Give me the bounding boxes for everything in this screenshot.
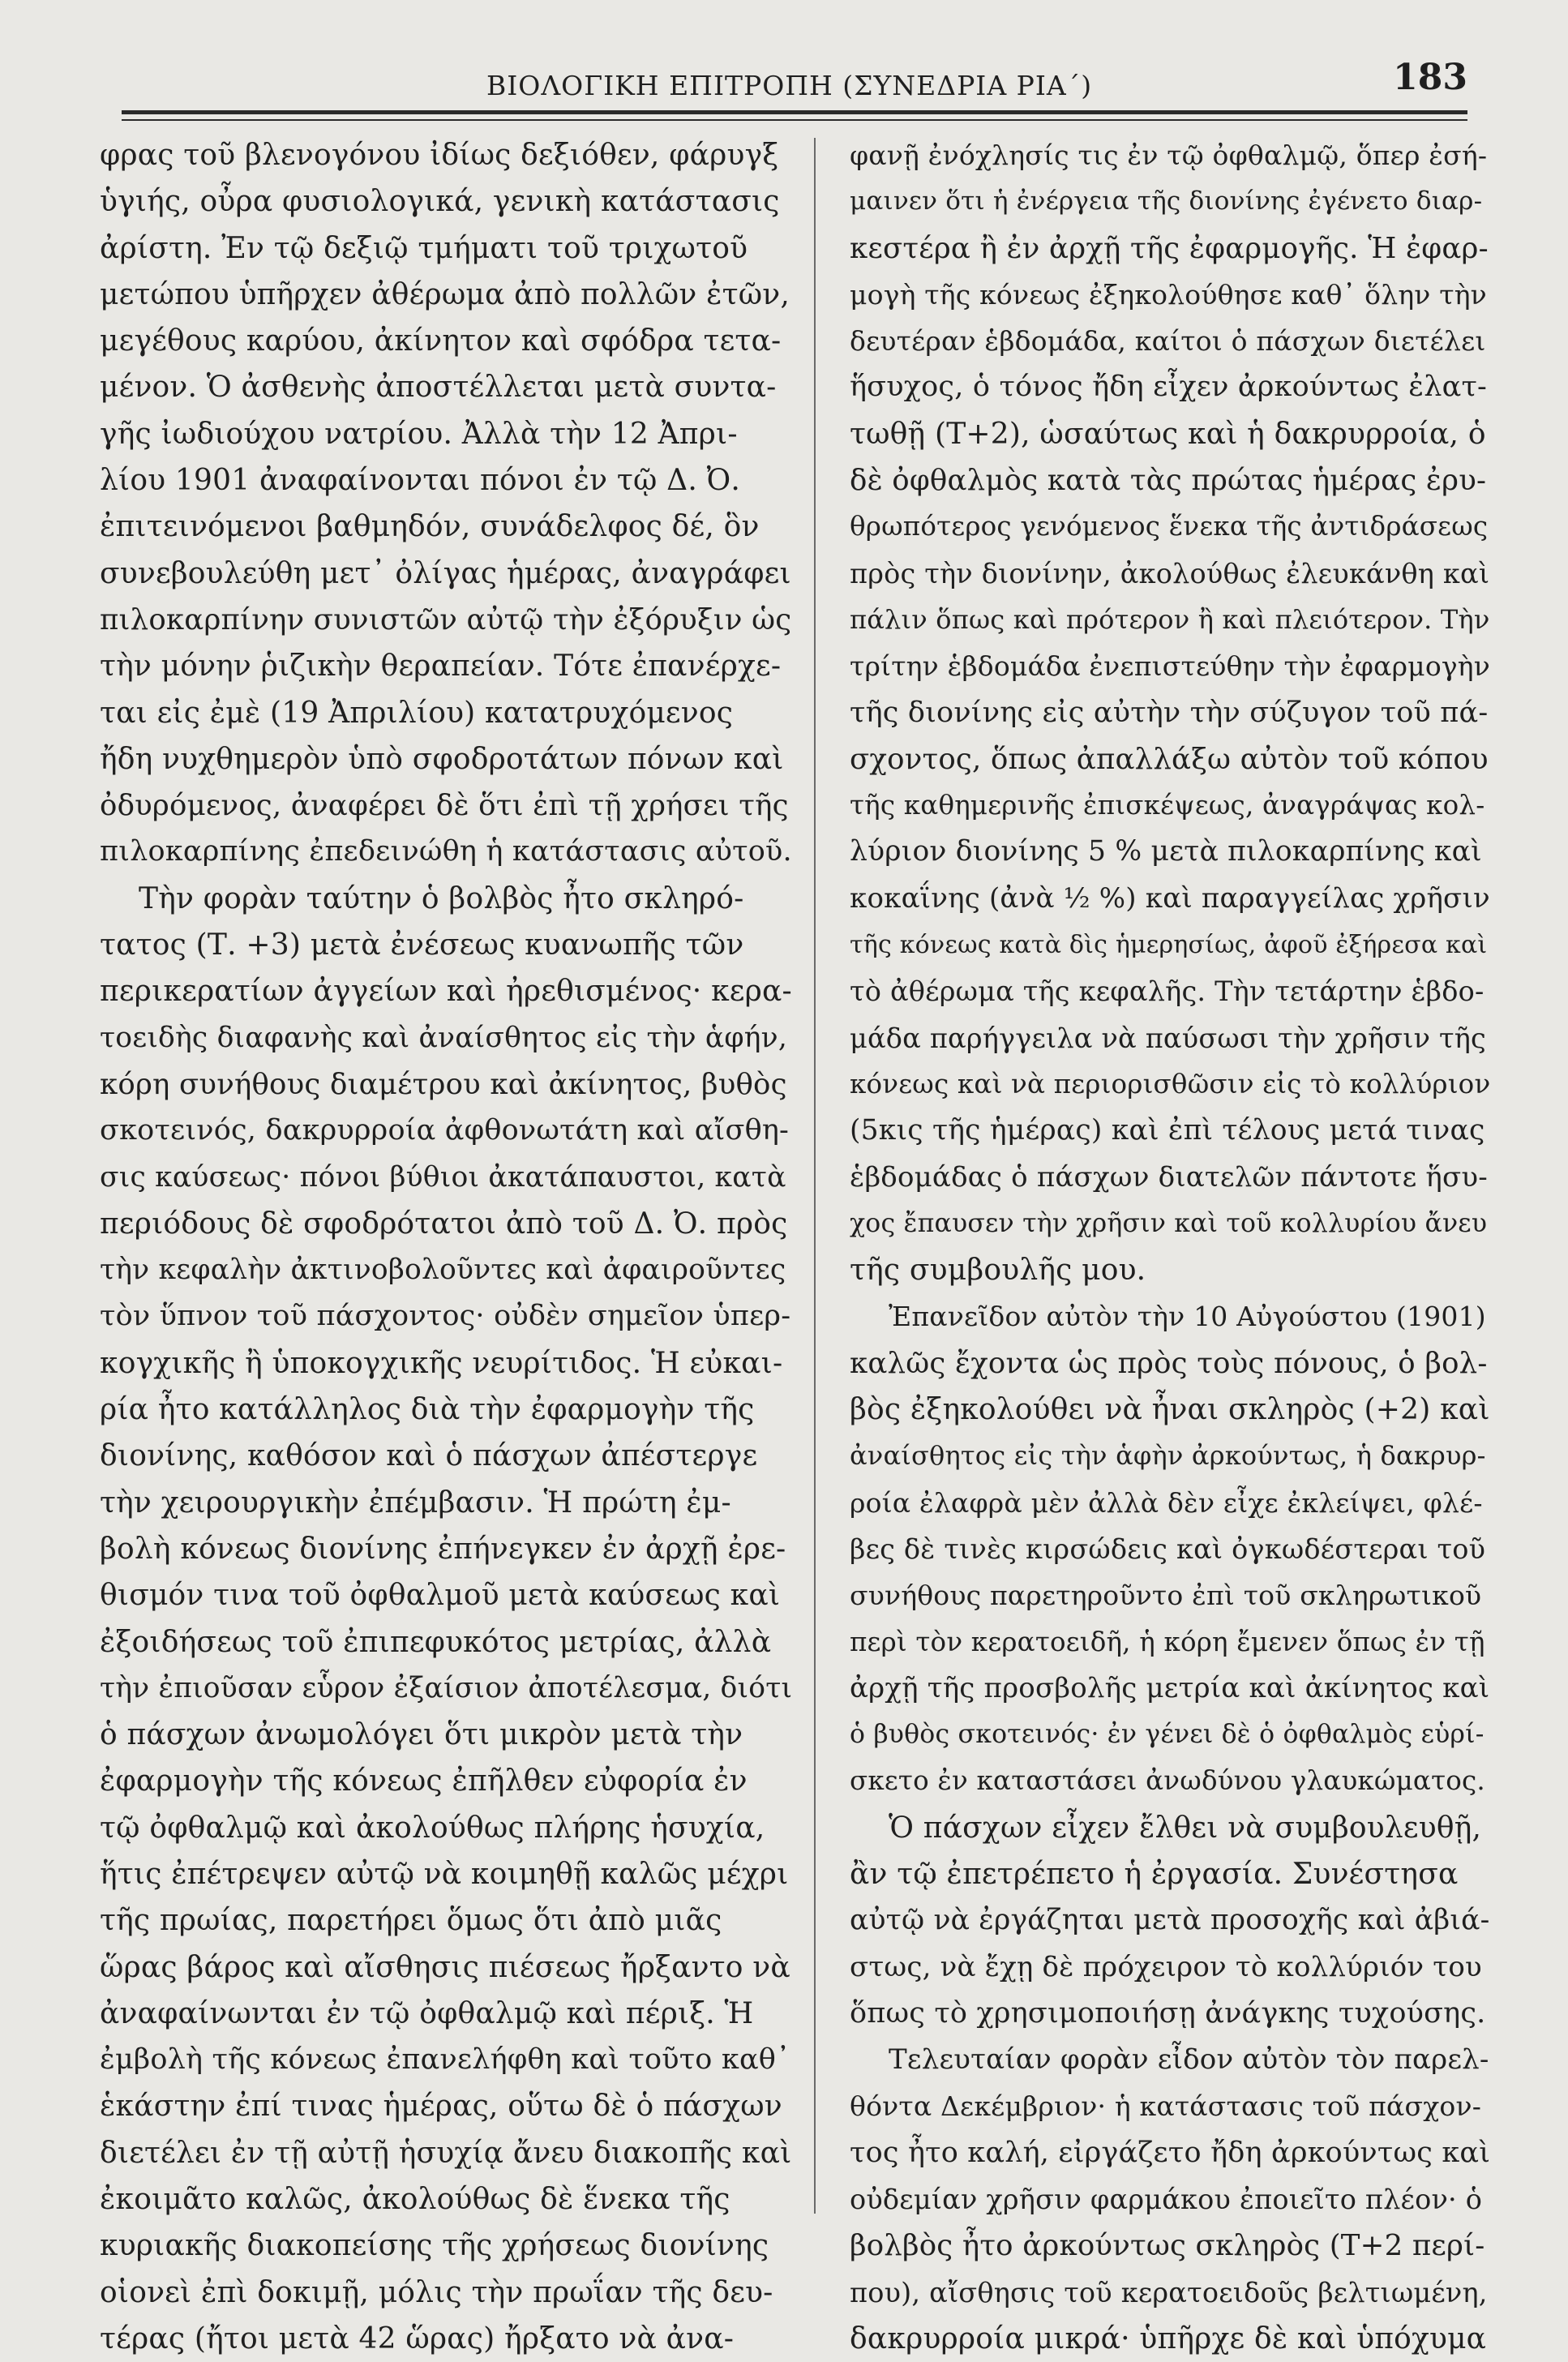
text-line: μαινεν ὅτι ἡ ἐνέργεια τῆς διονίνης ἐγένετο διαρ- bbox=[850, 186, 1483, 216]
text-line: ἀρίστη. Ἐν τῷ δεξιῷ τμήματι τοῦ τριχωτοῦ bbox=[100, 231, 748, 265]
text-line: τὴν κεφαλὴν ἀκτινοβολοῦντες καὶ ἀφαιροῦντες bbox=[100, 1254, 786, 1287]
text-line: ἤδη νυχθημερὸν ὑπὸ σφοδροτάτων πόνων καὶ bbox=[100, 742, 784, 776]
text-line: ἂν τῷ ἐπετρέπετο ἡ ἐργασία. Συνέστησα bbox=[850, 1857, 1459, 1891]
text-line: τῆς πρωίας, παρετήρει ὅμως ὅτι ἀπὸ μιᾶς bbox=[100, 1904, 722, 1938]
text-line: τος ἦτο καλή, εἰργάζετο ἤδη ἀρκούντως καὶ bbox=[850, 2136, 1490, 2169]
text-line: βολὴ κόνεως διονίνης ἐπήνεγκεν ἐν ἀρχῇ ἐρε- bbox=[100, 1532, 786, 1566]
text-line: ἀρχῇ τῆς προσβολῆς μετρία καὶ ἀκίνητος καὶ bbox=[850, 1671, 1490, 1704]
text-line: δὲ ὀφθαλμὸς κατὰ τὰς πρώτας ἡμέρας ἐρυ- bbox=[850, 464, 1487, 498]
text-line: διονίνης, καθόσον καὶ ὁ πάσχων ἀπέστεργε bbox=[100, 1439, 758, 1473]
text-line: τὴν μόνην ῥιζικὴν θεραπείαν. Τότε ἐπανέρχε- bbox=[100, 649, 782, 684]
header-rule-thin bbox=[122, 119, 1467, 121]
text-line: ἀναίσθητος εἰς τὴν ἁφὴν ἀρκούντως, ἡ δακρυρ- bbox=[850, 1440, 1486, 1472]
text-line: μεγέθους καρύου, ἀκίνητον καὶ σφόδρα τετα- bbox=[100, 324, 782, 358]
text-line: ἑκάστην ἐπί τινας ἡμέρας, οὕτω δὲ ὁ πάσχων bbox=[100, 2090, 782, 2124]
text-line: κυριακῆς διακοπείσης τῆς χρήσεως διονίνης bbox=[100, 2229, 769, 2263]
text-line: μετώπου ὑπῆρχεν ἀθέρωμα ἀπὸ πολλῶν ἐτῶν, bbox=[100, 277, 790, 311]
text-line: δακρυρροία μικρά· ὑπῆρχε δὲ καὶ ὑπόχυμα bbox=[850, 2321, 1487, 2356]
text-line: ὑγιής, οὖρα φυσιολογικά, γενικὴ κατάστασις bbox=[100, 185, 780, 219]
text-line: (5κις τῆς ἡμέρας) καὶ ἐπὶ τέλους μετά τινας bbox=[850, 1114, 1485, 1147]
right-column bbox=[850, 132, 1490, 2362]
text-line: τῆς κόνεως κατὰ δὶς ἡμερησίως, ἀφοῦ ἐξήρεσα καὶ bbox=[850, 931, 1488, 960]
text-line: πιλοκαρπίνης ἐπεδεινώθη ἡ κατάστασις αὐτοῦ. bbox=[100, 835, 792, 868]
text-line: ται εἰς ἐμὲ (19 Ἀπριλίου) κατατρυχόμενος bbox=[100, 696, 734, 730]
text-line: τέρας (ἤτοι μετὰ 42 ὥρας) ἤρξατο νὰ ἀνα- bbox=[100, 2321, 735, 2356]
text-line: κεστέρα ἢ ἐν ἀρχῇ τῆς ἐφαρμογῆς. Ἡ ἐφαρ- bbox=[850, 231, 1489, 265]
text-line: ἥσυχος, ὁ τόνος ἤδη εἶχεν ἀρκούντως ἐλατ- bbox=[850, 371, 1488, 404]
text-line: περικερατίων ἀγγείων καὶ ἠρεθισμένος· κερα- bbox=[100, 975, 792, 1009]
text-line: Τὴν φορὰν ταύτην ὁ βολβὸς ἦτο σκληρό- bbox=[139, 881, 744, 915]
text-line: βολβὸς ἦτο ἀρκούντως σκληρὸς (Τ+2 περί- bbox=[850, 2229, 1485, 2263]
text-line: ὁ βυθὸς σκοτεινός· ἐν γένει δὲ ὁ ὀφθαλμὸς εὑρί- bbox=[850, 1720, 1484, 1750]
text-line: κόρη συνήθους διαμέτρου καὶ ἀκίνητος, βυθὸς bbox=[100, 1067, 787, 1101]
header-rule-thick bbox=[122, 110, 1467, 114]
text-line: μάδα παρήγγειλα νὰ παύσωσι τὴν χρῆσιν τῆς bbox=[850, 1022, 1487, 1054]
text-line: πιλοκαρπίνην συνιστῶν αὐτῷ τὴν ἐξόρυξιν ὡς bbox=[100, 602, 792, 637]
text-line: τὸ ἀθέρωμα τῆς κεφαλῆς. Τὴν τετάρτην ἑβδο- bbox=[850, 975, 1484, 1008]
text-line: οὐδεμίαν χρῆσιν φαρμάκου ἐποιεῖτο πλέον· ὁ bbox=[850, 2184, 1483, 2216]
text-line: περιόδους δὲ σφοδρότατοι ἀπὸ τοῦ Δ. Ὀ. πρὸς bbox=[100, 1207, 788, 1241]
text-line: τὸν ὕπνον τοῦ πάσχοντος· οὐδὲν σημεῖον ὑπερ- bbox=[100, 1300, 791, 1333]
text-line: λίου 1901 ἀναφαίνονται πόνοι ἐν τῷ Δ. Ὀ. bbox=[100, 464, 741, 498]
text-line: τοειδὴς διαφανὴς καὶ ἀναίσθητος εἰς τὴν ἁφήν, bbox=[100, 1021, 788, 1054]
running-title: ΒΙΟΛΟΓΙΚΗ ΕΠΙΤΡΟΠΗ (ΣΥΝΕΔΡΙΑ ΡΙΑ΄) bbox=[486, 70, 1093, 101]
text-line: ὀδυρόμενος, ἀναφέρει δὲ ὅτι ἐπὶ τῇ χρήσει τῆς bbox=[100, 789, 789, 823]
text-line: οἱονεὶ ἐπὶ δοκιμῇ, μόλις τὴν πρωΐαν τῆς δευ- bbox=[100, 2275, 773, 2309]
text-line: κογχικῆς ἢ ὑποκογχικῆς νευρίτιδος. Ἡ εὐκαι- bbox=[100, 1346, 783, 1380]
text-line: περὶ τὸν κερατοειδῆ, ἡ κόρη ἔμενεν ὅπως ἐν τῇ bbox=[850, 1626, 1485, 1657]
text-line: θρωπότερος γενόμενος ἕνεκα τῆς ἀντιδράσεως bbox=[850, 511, 1489, 542]
text-line: κόνεως καὶ νὰ περιορισθῶσιν εἰς τὸ κολλύριον bbox=[850, 1068, 1490, 1100]
text-line: Ἐπανεῖδον αὐτὸν τὴν 10 Αὐγούστου (1901) bbox=[889, 1301, 1486, 1333]
text-line: μένον. Ὁ ἀσθενὴς ἀποστέλλεται μετὰ συντα- bbox=[100, 371, 777, 405]
column-divider bbox=[814, 138, 816, 2214]
text-line: σχοντος, ὅπως ἀπαλλάξω αὐτὸν τοῦ κόπου bbox=[850, 742, 1489, 776]
text-line: Ὁ πάσχων εἶχεν ἔλθει νὰ συμβουλευθῇ, bbox=[889, 1811, 1482, 1845]
text-line: λύριον διονίνης 5 % μετὰ πιλοκαρπίνης καὶ bbox=[850, 835, 1482, 868]
text-line: καλῶς ἔχοντα ὡς πρὸς τοὺς πόνους, ὁ βολ- bbox=[850, 1346, 1488, 1380]
text-line: τῆς διονίνης εἰς αὐτὴν τὴν σύζυγον τοῦ πά- bbox=[850, 696, 1489, 729]
text-line: ροία ἐλαφρὰ μὲν ἀλλὰ δὲν εἶχε ἐκλείψει, φλέ- bbox=[850, 1486, 1483, 1519]
text-line: ἐφαρμογὴν τῆς κόνεως ἐπῆλθεν εὐφορία ἐν bbox=[100, 1764, 748, 1798]
text-line: που), αἴσθησις τοῦ κερατοειδοῦς βελτιωμένη, bbox=[850, 2276, 1488, 2308]
text-line: διετέλει ἐν τῇ αὐτῇ ἡσυχίᾳ ἄνευ διακοπῆς καὶ bbox=[100, 2136, 792, 2170]
text-line: βὸς ἐξηκολούθει νὰ ἦναι σκληρὸς (+2) καὶ bbox=[850, 1393, 1490, 1427]
text-line: γῆς ἰωδιούχου νατρίου. Ἀλλὰ τὴν 12 Ἀπρι- bbox=[100, 417, 738, 451]
text-line: τρίτην ἑβδομάδα ἐνεπιστεύθην τὴν ἐφαρμογὴν bbox=[850, 650, 1490, 683]
text-line: συνεβουλεύθη μετ᾽ ὀλίγας ἡμέρας, ἀναγράφει bbox=[100, 556, 791, 590]
text-line: σκετο ἐν καταστάσει ἀνωδύνου γλαυκώματος. bbox=[850, 1765, 1485, 1797]
text-line: κοκαΐνης (ἀνὰ ½ %) καὶ παραγγείλας χρῆσιν bbox=[850, 881, 1490, 915]
text-line: ἐπιτεινόμενοι βαθμηδόν, συνάδελφος δέ, ὃν bbox=[100, 510, 760, 544]
text-line: ρία ἦτο κατάλληλος διὰ τὴν ἐφαρμογὴν τῆς bbox=[100, 1393, 755, 1427]
text-line: ἐξοιδήσεως τοῦ ἐπιπεφυκότος μετρίας, ἀλλὰ bbox=[100, 1625, 772, 1659]
text-line: ἑβδομάδας ὁ πάσχων διατελῶν πάντοτε ἥσυ- bbox=[850, 1160, 1488, 1194]
text-line: τῷ ὀφθαλμῷ καὶ ἀκολούθως πλήρης ἡσυχία, bbox=[100, 1811, 765, 1845]
text-line: θόντα Δεκέμβριον· ἡ κατάστασις τοῦ πάσχον- bbox=[850, 2090, 1482, 2123]
text-line: τῆς καθημερινῆς ἐπισκέψεως, ἀναγράψας κολ- bbox=[850, 790, 1485, 821]
text-line: βες δὲ τινὲς κιρσώδεις καὶ ὀγκωδέστεραι τοῦ bbox=[850, 1533, 1486, 1565]
text-line: δευτέραν ἑβδομάδα, καίτοι ὁ πάσχων διετέλει bbox=[850, 325, 1486, 358]
text-line: ἀναφαίνωνται ἐν τῷ ὀφθαλμῷ καὶ πέριξ. Ἡ bbox=[100, 1996, 754, 2030]
text-line: φρας τοῦ βλενογόνου ἰδίως δεξιόθεν, φάρυγξ bbox=[100, 139, 779, 172]
text-line: τὴν χειρουργικὴν ἐπέμβασιν. Ἡ πρώτη ἐμ- bbox=[100, 1485, 731, 1520]
text-line: ὥρας βάρος καὶ αἴσθησις πιέσεως ἤρξαντο νὰ bbox=[100, 1950, 790, 1984]
text-line: συνήθους παρετηροῦντο ἐπὶ τοῦ σκληρωτικοῦ bbox=[850, 1580, 1482, 1612]
text-line: πάλιν ὅπως καὶ πρότερον ἢ καὶ πλειότερον. Τὴν bbox=[850, 603, 1490, 635]
running-header bbox=[122, 57, 1467, 105]
text-line: χος ἔπαυσεν τὴν χρῆσιν καὶ τοῦ κολλυρίου ἄνευ bbox=[850, 1208, 1488, 1238]
text-line: τωθῇ (Τ+2), ὡσαύτως καὶ ἡ δακρυρροία, ὁ bbox=[850, 417, 1486, 451]
text-line: ἐμβολὴ τῆς κόνεως ἐπανελήφθη καὶ τοῦτο καθ᾽ bbox=[100, 2043, 790, 2077]
text-line: ἥτις ἐπέτρεψεν αὐτῷ νὰ κοιμηθῇ καλῶς μέχρι bbox=[100, 1857, 789, 1891]
text-line: φανῇ ἐνόχλησίς τις ἐν τῷ ὀφθαλμῷ, ὅπερ ἐσή- bbox=[850, 139, 1488, 171]
text-line: ὅπως τὸ χρησιμοποιήσῃ ἀνάγκης τυχούσης. bbox=[850, 1996, 1486, 2030]
text-line: τῆς συμβουλῆς μου. bbox=[850, 1254, 1146, 1288]
text-line: ἐκοιμᾶτο καλῶς, ἀκολούθως δὲ ἕνεκα τῆς bbox=[100, 2183, 730, 2217]
text-line: θισμόν τινα τοῦ ὀφθαλμοῦ μετὰ καύσεως καὶ bbox=[100, 1579, 781, 1613]
text-line: τὴν ἐπιοῦσαν εὗρον ἐξαίσιον ἀποτέλεσμα, διότι bbox=[100, 1671, 793, 1704]
page-number: 183 bbox=[1393, 57, 1467, 98]
text-line: σκοτεινός, δακρυρροία ἀφθονωτάτη καὶ αἴσθη- bbox=[100, 1114, 790, 1147]
text-line: σις καύσεως· πόνοι βύθιοι ἀκατάπαυστοι, κατὰ bbox=[100, 1160, 786, 1194]
text-line: Τελευταίαν φορὰν εἶδον αὐτὸν τὸν παρελ- bbox=[889, 2043, 1489, 2077]
text-line: μογὴ τῆς κόνεως ἐξηκολούθησε καθ᾽ ὅλην τὴν bbox=[850, 278, 1487, 311]
text-line: αὐτῷ νὰ ἐργάζηται μετὰ προσοχῆς καὶ ἀβιά- bbox=[850, 1904, 1490, 1937]
text-line: στως, νὰ ἔχῃ δὲ πρόχειρον τὸ κολλύριόν του bbox=[850, 1950, 1482, 1983]
left-column bbox=[100, 132, 793, 2362]
text-line: πρὸς τὴν διονίνην, ἀκολούθως ἐλευκάνθη καὶ bbox=[850, 557, 1490, 589]
text-line: τατος (Τ. +3) μετὰ ἐνέσεως κυανωπῆς τῶν bbox=[100, 928, 744, 962]
text-line: ὁ πάσχων ἀνωμολόγει ὅτι μικρὸν μετὰ τὴν bbox=[100, 1718, 743, 1752]
